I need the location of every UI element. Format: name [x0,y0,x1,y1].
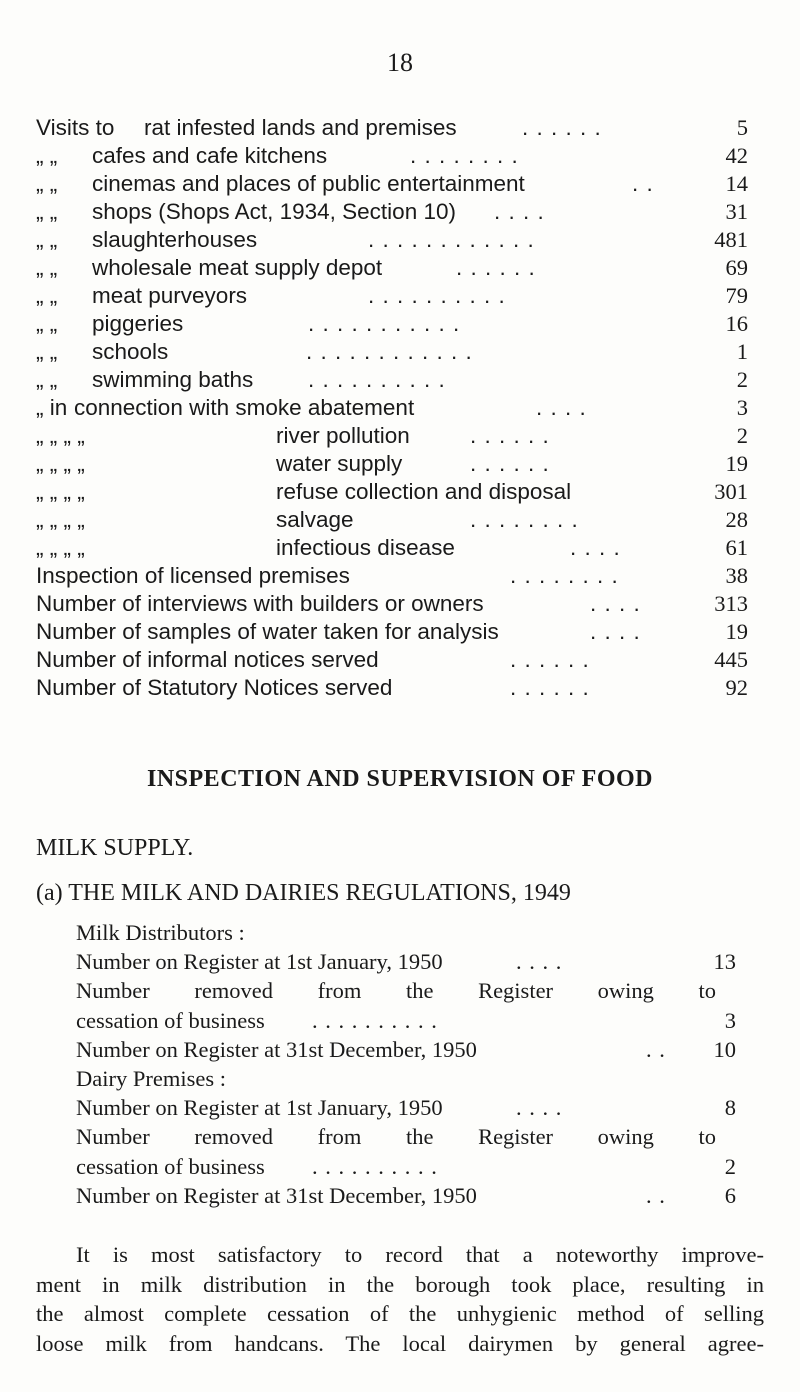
distributors-start-row [76,947,736,976]
row-value: 301 [714,479,748,504]
leader-dots: . . . . . . . . [510,563,619,588]
dairy-removed-row-2 [76,1152,736,1181]
row-label: infectious disease [276,535,455,560]
visits-row [36,366,748,394]
row-label: water supply [276,451,403,476]
leader-dots: . . [632,171,654,196]
visits-row [36,338,748,366]
row-label: Number on Register at 31st December, 1950 [76,1182,477,1208]
row-value: 19 [725,451,748,476]
paragraph-line: ment in milk distribution in the borough took place, resulting in [36,1271,764,1297]
row-value: 445 [714,647,748,672]
row-label: wholesale meat supply depot [92,255,383,280]
row-value: 6 [724,1182,736,1208]
section-heading: INSPECTION AND SUPERVISION OF FOOD [147,766,653,792]
leader-dots: . . . . . . . . . . . . [368,227,535,252]
row-label: slaughterhouses [92,227,258,252]
row-prefix: „ „ [36,171,58,196]
row-prefix: „ „ [36,227,58,252]
leader-dots: . . . . [590,619,641,644]
row-label: Inspection of licensed premises [36,563,350,588]
row-value: 2 [724,1153,736,1179]
summary-row [36,590,748,618]
leader-dots: . . . . . . . . . . . . [306,339,473,364]
leader-dots: . . . . . . . . . . [312,1007,438,1033]
row-label: Number of interviews with builders or owners [36,591,484,616]
row-label: Number on Register at 31st December, 1950 [76,1036,477,1062]
visits-row [36,282,748,310]
row-label: Number on Register at 1st January, 1950 [76,1095,443,1121]
row-value: 13 [713,949,736,975]
row-label: Number of informal notices served [36,647,379,672]
row-label: swimming baths [92,367,254,392]
distributors-end-row [76,1035,736,1064]
row-prefix: „ „ „ „ [36,507,85,532]
visits-row [36,142,748,170]
leader-dots: . . . . [590,591,641,616]
row-value: 2 [736,423,748,448]
leader-dots: . . . . [494,199,545,224]
paragraph-line: loose milk from handcans. The local dairymen by general agree- [36,1330,764,1356]
row-label: cafes and cafe kitchens [92,143,328,168]
row-value: 1 [736,339,748,364]
row-label: river pollution [276,423,410,448]
visits-row [36,310,748,338]
row-value: 5 [736,115,748,140]
visits-row [36,450,748,478]
leader-dots: . . [646,1036,666,1062]
row-prefix: „ „ [36,255,58,280]
row-value: 14 [725,171,748,196]
visits-row [36,170,748,198]
row-value: 19 [725,619,748,644]
visits-row [36,254,748,282]
row-label: connection with smoke abatement [74,395,415,420]
row-value: 8 [724,1095,736,1121]
row-prefix: „ „ „ „ [36,479,85,504]
row-prefix: Visits to [36,115,115,140]
row-value: 92 [725,675,748,700]
row-label: Number removed from the Register owing to [76,1124,716,1150]
summary-row [36,618,748,646]
row-prefix: „ „ [36,143,58,168]
visits-row [36,114,748,142]
milk-regulations-block [76,918,736,1210]
leader-dots: . . . . [570,535,621,560]
visits-row [36,198,748,226]
row-label: Number removed from the Register owing to [76,978,716,1004]
leader-dots: . . . . . . . . . . [368,283,506,308]
visits-row [36,422,748,450]
row-value: 481 [714,227,748,252]
row-label: schools [92,339,169,364]
milk-paragraph [36,1240,764,1358]
leader-dots: . . . . . . [456,255,536,280]
summary-row [36,674,748,702]
leader-dots: . . . . . . . . [410,143,519,168]
visits-row [36,394,748,422]
dairy-heading: Dairy Premises : [76,1065,226,1091]
visits-row [36,506,748,534]
leader-dots: . . . . . . [510,647,590,672]
row-label: cinemas and places of public entertainment [92,171,525,196]
visits-row [36,226,748,254]
row-prefix: „ „ [36,283,58,308]
dairy-start-row [76,1093,736,1122]
leader-dots: . . . . . . . . . . . [308,311,461,336]
leader-dots: . . . . . . [470,423,550,448]
row-value: 69 [725,255,748,280]
row-value: 79 [725,283,748,308]
paragraph-line: It is most satisfactory to record that a noteworthy improve- [76,1242,764,1267]
row-label: cessation of business [76,1007,265,1033]
summary-row [36,646,748,674]
row-prefix: „ „ [36,199,58,224]
row-value: 313 [714,591,748,616]
paragraph-line: the almost complete cessation of the unhygienic method of selling [36,1301,764,1326]
row-prefix: „ „ [36,339,58,364]
distributors-removed-row-1 [76,976,736,1005]
dairy-end-row [76,1181,736,1210]
row-label: cessation of business [76,1153,265,1179]
distributors-removed-row-2 [76,1006,736,1035]
row-label: Number of Statutory Notices served [36,675,393,700]
visits-row [36,534,748,562]
leader-dots: . . . . . . [510,675,590,700]
row-label: Number on Register at 1st January, 1950 [76,949,443,975]
row-label: refuse collection and disposal [276,479,572,504]
visits-row [36,478,748,506]
row-value: 2 [736,367,748,392]
row-value: 61 [725,535,748,560]
row-label: Number of samples of water taken for analysis [36,619,499,644]
leader-dots: . . . . . . . . [470,507,579,532]
row-value: 10 [713,1036,736,1062]
row-prefix: „ „ [36,311,58,336]
regulations-title: (a) THE MILK AND DAIRIES REGULATIONS, 1949 [36,880,571,906]
row-value: 16 [725,311,748,336]
row-label: salvage [276,507,354,532]
leader-dots: . . . . . . . . . . [308,367,446,392]
row-label: meat purveyors [92,283,248,308]
summary-row [36,562,748,590]
distributors-heading: Milk Distributors : [76,920,245,945]
milk-supply-title: MILK SUPPLY. [36,835,194,861]
row-prefix: „ „ „ „ [36,423,85,448]
row-prefix: „ in [36,395,68,420]
row-prefix: „ „ „ „ [36,451,85,476]
row-label: rat infested lands and premises [144,115,457,140]
leader-dots: . . . . . . [522,115,602,140]
leader-dots: . . . . . . [470,451,550,476]
leader-dots: . . . . [516,949,563,975]
visits-list [36,114,748,702]
row-value: 3 [736,395,748,420]
leader-dots: . . [646,1182,666,1208]
row-value: 28 [725,507,748,532]
leader-dots: . . . . [536,395,587,420]
leader-dots: . . . . . . . . . . [312,1153,438,1179]
page-number: 18 [387,48,413,77]
row-value: 31 [725,199,748,224]
row-value: 42 [725,143,748,168]
leader-dots: . . . . [516,1095,563,1121]
row-label: piggeries [92,311,184,336]
row-prefix: „ „ [36,367,58,392]
row-value: 38 [725,563,748,588]
dairy-removed-row-1 [76,1122,736,1151]
row-prefix: „ „ „ „ [36,535,85,560]
row-label: shops (Shops Act, 1934, Section 10) [92,199,456,224]
row-value: 3 [724,1007,736,1033]
